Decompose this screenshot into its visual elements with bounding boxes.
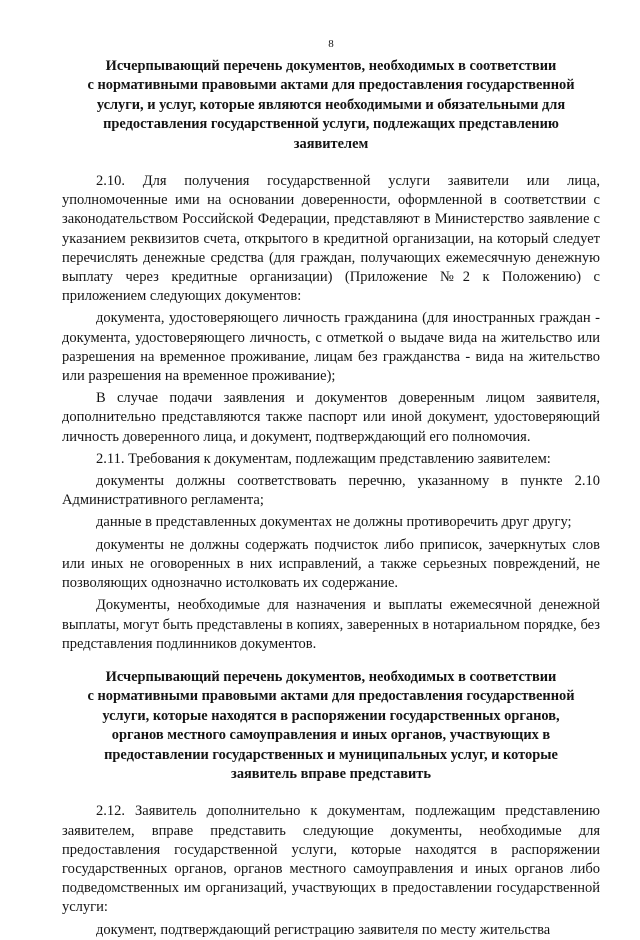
heading-line: предоставлении государственных и муниципальных услуг, и которые: [104, 746, 558, 763]
heading-line: услуги, которые находятся в распоряжении государственных органов,: [102, 707, 560, 724]
heading-line: услуги, и услуг, которые являются необходимыми и обязательными для: [96, 96, 566, 113]
section-required-documents: [62, 172, 600, 654]
paragraph-2-12: 2.12. Заявитель дополнительно к документам, подлежащим представлению заявителем, вправе представить следующие документы, необходимые для предоставления государственной услуги, которые находятся в распоряжении государственных органов, органов местного самоуправления и иных органов либо подведомственных им организаций, участвующих в предоставлении государственной услуги:: [62, 803, 600, 916]
heading-line: с нормативными правовыми актами для предоставления государственной: [87, 77, 575, 94]
paragraph-requirement-consistency: данные в представленных документах не должны противоречить друг другу;: [96, 514, 572, 531]
section-heading-optional-documents: [62, 668, 600, 784]
paragraph-residence-registration: документ, подтверждающий регистрацию заявителя по месту жительства: [96, 921, 551, 938]
paragraph-2-11: 2.11. Требования к документам, подлежащим представлению заявителем:: [96, 450, 551, 467]
section-heading-required-documents: [62, 57, 600, 154]
paragraph-requirement-no-corrections: документы не должны содержать подчисток либо приписок, зачеркнутых слов или иных не оговоренных в них исправлений, а также серьезных повреждений, не позволяющих однозначно истолковать их содержание.: [62, 536, 600, 592]
heading-line: с нормативными правовыми актами для предоставления государственной: [87, 688, 575, 705]
section-spacer: [62, 654, 600, 668]
heading-line: Исчерпывающий перечень документов, необходимых в соответствии: [105, 668, 557, 685]
heading-line: заявитель вправе представить: [231, 765, 431, 782]
paragraph-copies: Документы, необходимые для назначения и выплаты ежемесячной денежной выплаты, могут быть представлены в копиях, заверенных в нотариальном порядке, без представления подлинников документов.: [62, 597, 600, 652]
heading-line: органов местного самоуправления и иных органов, участвующих в: [111, 727, 551, 744]
heading-line: Исчерпывающий перечень документов, необходимых в соответствии: [105, 58, 557, 74]
section-optional-documents: [62, 802, 600, 939]
page-number: 8: [328, 38, 334, 50]
paragraph-requirement-list: документы должны соответствовать перечню, указанному в пункте 2.10 Административного регламента;: [62, 473, 600, 509]
paragraph-trusted-person: В случае подачи заявления и документов доверенным лицом заявителя, дополнительно представляются также паспорт или иной документ, удостоверяющий личность доверенного лица, и документ, подтверждающий его полномочия.: [62, 390, 600, 445]
paragraph-2-10: 2.10. Для получения государственной услуги заявители или лица, уполномоченные ими на основании доверенности, оформленной в соответствии с законодательством Российской Федерации, представляют в Министерство заявление с указанием реквизитов счета, открытого в кредитной организации, на который следует перечислять денежные средства (для граждан, получающих ежемесячную денежную выплату через кредитные организации) (Приложение №2 к Положению) с приложением следующих документов:: [62, 173, 600, 305]
heading-line: заявителем: [293, 135, 369, 152]
heading-line: предоставления государственной услуги, подлежащих представлению: [103, 116, 559, 133]
paragraph-identity-document: документа, удостоверяющего личность гражданина (для иностранных граждан - документа, удостоверяющего личность, с отметкой о выдаче вида на жительство или разрешения на временное проживание, лицам без гражданства - вида на жительство или разрешения на временное проживание);: [62, 310, 600, 385]
